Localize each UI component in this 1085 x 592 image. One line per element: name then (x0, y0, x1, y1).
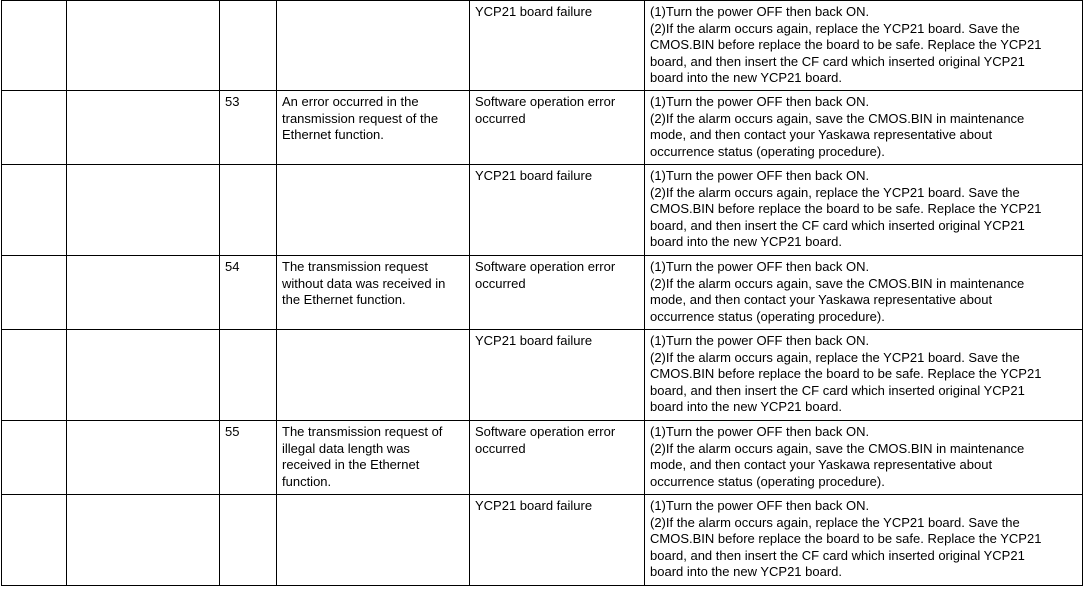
remedy-line: board, and then insert the CF card which inserted original YCP21 (650, 547, 1025, 563)
remedy-line: mode, and then contact your Yaskawa representative about (650, 457, 993, 473)
remedy-cell (645, 165, 1083, 256)
remedy-line: mode, and then contact your Yaskawa representative about (650, 127, 993, 143)
remedy-line: board into the new YCP21 board. (650, 70, 843, 86)
cause-line: Software operation error (475, 94, 616, 109)
remedy-line: (2)If the alarm occurs again, save the CMOS.BIN in maintenance (650, 110, 1025, 126)
cause-cell (470, 495, 645, 586)
sub-code-cell (220, 165, 277, 256)
remedy-line: board into the new YCP21 board. (650, 399, 843, 415)
meaning-line: function. (282, 473, 332, 489)
cause-line: Software operation error (475, 259, 616, 274)
alarm-number-cell (2, 165, 67, 256)
alarm-name-cell (67, 256, 220, 330)
alarm-name-cell (67, 330, 220, 421)
sub-code-cell: 54 (220, 256, 277, 330)
remedy-line: (2)If the alarm occurs again, replace the YCP21 board. Save the (650, 514, 1020, 530)
meaning-line: illegal data length was (282, 440, 410, 456)
remedy-line: board into the new YCP21 board. (650, 234, 843, 250)
remedy-cell (645, 330, 1083, 421)
remedy-line: (1)Turn the power OFF then back ON. (650, 259, 870, 274)
remedy-line: CMOS.BIN before replace the board to be safe. Replace the YCP21 (650, 201, 1042, 217)
remedy-line: occurrence status (operating procedure). (650, 143, 885, 159)
remedy-line: (2)If the alarm occurs again, replace the YCP21 board. Save the (650, 349, 1020, 365)
meaning-cell (277, 330, 470, 421)
alarm-name-cell (67, 91, 220, 165)
remedy-cell (645, 91, 1083, 165)
meaning-line: transmission request of the (282, 110, 439, 126)
cause-line: occurred (475, 275, 526, 291)
alarm-table (1, 0, 1083, 586)
table-row (2, 256, 1083, 330)
meaning-line: The transmission request (282, 259, 428, 274)
remedy-line: (1)Turn the power OFF then back ON. (650, 94, 870, 109)
cause-cell (470, 1, 645, 91)
cause-line: YCP21 board failure (475, 333, 593, 348)
alarm-number-cell (2, 330, 67, 421)
remedy-line: board, and then insert the CF card which inserted original YCP21 (650, 53, 1025, 69)
cause-line: occurred (475, 440, 526, 456)
alarm-table-body (2, 1, 1083, 586)
alarm-name-cell (67, 495, 220, 586)
meaning-cell (277, 421, 470, 495)
table-row (2, 91, 1083, 165)
remedy-line: (1)Turn the power OFF then back ON. (650, 333, 870, 348)
meaning-line: the Ethernet function. (282, 292, 406, 308)
meaning-line: Ethernet function. (282, 127, 384, 143)
alarm-number-cell (2, 495, 67, 586)
cause-cell (470, 91, 645, 165)
remedy-line: (2)If the alarm occurs again, replace the YCP21 board. Save the (650, 184, 1020, 200)
table-row (2, 495, 1083, 586)
cause-line: Software operation error (475, 424, 616, 439)
cause-line: occurred (475, 110, 526, 126)
remedy-line: (1)Turn the power OFF then back ON. (650, 498, 870, 513)
meaning-line: received in the Ethernet (282, 457, 420, 473)
cause-cell (470, 330, 645, 421)
table-row (2, 421, 1083, 495)
alarm-number-cell (2, 421, 67, 495)
meaning-line: The transmission request of (282, 424, 443, 439)
cause-cell (470, 165, 645, 256)
sub-code-cell (220, 495, 277, 586)
remedy-line: (2)If the alarm occurs again, save the CMOS.BIN in maintenance (650, 275, 1025, 291)
remedy-cell (645, 495, 1083, 586)
remedy-line: (1)Turn the power OFF then back ON. (650, 168, 870, 183)
table-row (2, 165, 1083, 256)
remedy-line: (2)If the alarm occurs again, save the CMOS.BIN in maintenance (650, 440, 1025, 456)
meaning-line: without data was received in (282, 275, 446, 291)
remedy-line: board into the new YCP21 board. (650, 564, 843, 580)
alarm-number-cell (2, 1, 67, 91)
alarm-name-cell (67, 1, 220, 91)
alarm-number-cell (2, 256, 67, 330)
remedy-line: occurrence status (operating procedure). (650, 308, 885, 324)
remedy-line: (1)Turn the power OFF then back ON. (650, 4, 870, 19)
cause-cell (470, 421, 645, 495)
meaning-cell (277, 91, 470, 165)
meaning-cell (277, 256, 470, 330)
remedy-line: CMOS.BIN before replace the board to be safe. Replace the YCP21 (650, 531, 1042, 547)
remedy-cell (645, 256, 1083, 330)
meaning-cell (277, 495, 470, 586)
meaning-cell (277, 165, 470, 256)
table-row (2, 1, 1083, 91)
table-row (2, 330, 1083, 421)
remedy-line: (2)If the alarm occurs again, replace the YCP21 board. Save the (650, 20, 1020, 36)
cause-line: YCP21 board failure (475, 168, 593, 183)
remedy-cell (645, 421, 1083, 495)
remedy-line: (1)Turn the power OFF then back ON. (650, 424, 870, 439)
remedy-line: CMOS.BIN before replace the board to be safe. Replace the YCP21 (650, 37, 1042, 53)
remedy-line: CMOS.BIN before replace the board to be safe. Replace the YCP21 (650, 366, 1042, 382)
remedy-line: board, and then insert the CF card which inserted original YCP21 (650, 217, 1025, 233)
remedy-line: occurrence status (operating procedure). (650, 473, 885, 489)
sub-code-cell: 55 (220, 421, 277, 495)
meaning-cell (277, 1, 470, 91)
sub-code-cell: 53 (220, 91, 277, 165)
sub-code-cell (220, 330, 277, 421)
remedy-line: board, and then insert the CF card which inserted original YCP21 (650, 382, 1025, 398)
cause-line: YCP21 board failure (475, 4, 593, 19)
alarm-name-cell (67, 421, 220, 495)
meaning-line: An error occurred in the (282, 94, 419, 109)
remedy-line: mode, and then contact your Yaskawa representative about (650, 292, 993, 308)
sub-code-cell (220, 1, 277, 91)
cause-line: YCP21 board failure (475, 498, 593, 513)
alarm-name-cell (67, 165, 220, 256)
alarm-number-cell (2, 91, 67, 165)
remedy-cell (645, 1, 1083, 91)
cause-cell (470, 256, 645, 330)
